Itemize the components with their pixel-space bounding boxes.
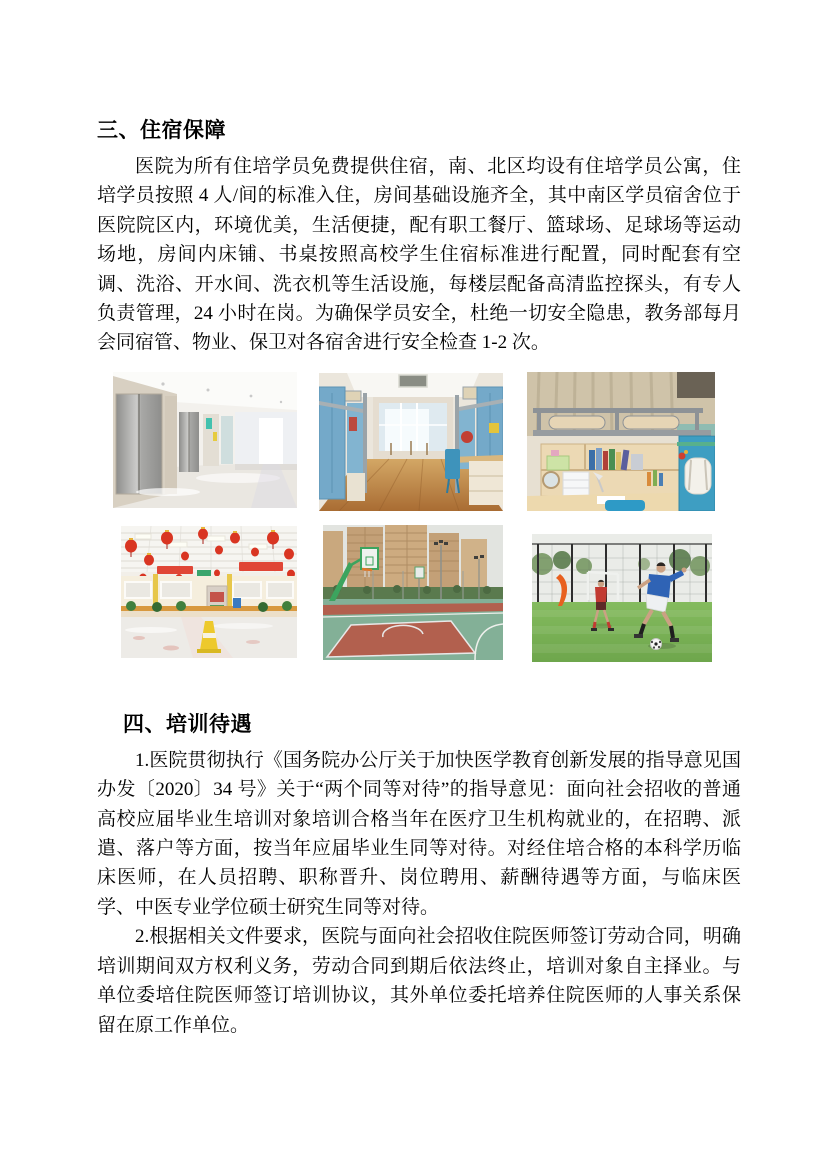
soccer-ball — [651, 638, 662, 649]
blue-chair — [445, 449, 460, 479]
red-helmet — [461, 431, 473, 443]
dorm-room-illustration — [319, 373, 503, 511]
loft-desk-illustration — [527, 372, 715, 511]
section4-paragraph-2: 2.根据相关文件要求，医院与面向社会招收住院医师签订劳动合同，明确培训期间双方权利义务，劳动合同到期后依法终止，培训对象自主择业。与单位委培住院医师签订培训协议，其外单位委托培养住院医师的人事关系保留在原工作单位。 — [97, 926, 741, 1036]
photo-basketball-court — [323, 525, 503, 660]
text-column — [97, 0, 741, 1040]
photo-cafeteria — [121, 526, 297, 658]
section3-heading: 三、住宿保障 — [97, 119, 226, 142]
court-key-area — [327, 621, 475, 657]
corridor-illustration — [113, 372, 297, 508]
photo-soccer-field — [532, 534, 712, 662]
section3-paragraph: 医院为所有住培学员免费提供住宿，南、北区均设有住培学员公寓，住培学员按照 4 人/间的标准入住，房间基础设施齐全，其中南区学员宿舍位于医院院区内，环境优美，生活便捷，配有职工餐厅、篮球场、足球场等运动场地，房间内床铺、书桌按照高校学生住宿标准进行配置，同时配套有空调、洗浴、开水间、洗衣机等生活设施，每楼层配备高清监控探头，有专人负责管理，24 小时在岗。为确保学员安全，杜绝一切安全隐患，教务部每月会同宿管、物业、保卫对各宿舍进行安全检查 1-2 次。 — [97, 156, 741, 354]
bed-rail — [533, 430, 711, 436]
cafeteria-illustration — [121, 526, 297, 658]
basketball-court-illustration — [323, 525, 503, 660]
photo-dorm-room — [319, 373, 503, 511]
photo-hospital-corridor — [113, 372, 297, 508]
section4-paragraph-1: 1.医院贯彻执行《国务院办公厅关于加快医学教育创新发展的指导意见国办发〔2020〕34 号》关于“两个同等对待”的指导意见：面向社会招收的普通高校应届毕业生培训对象培训合格当年在医疗卫生机构就业的，在招聘、派遣、落户等方面，按当年应届毕业生同等对待。对经住培合格的本科学历临床医师，在人员招聘、职称晋升、岗位聘用、薪酬待遇等方面，与临床医学、中医专业学位硕士研究生同等对待。 — [97, 749, 741, 918]
chair-back — [605, 500, 645, 511]
mirror — [543, 472, 559, 488]
photo-loft-bed-desk — [527, 372, 715, 511]
soccer-illustration — [532, 534, 712, 662]
photo-grid — [97, 370, 741, 662]
section4-heading: 四、培训待遇 — [123, 712, 252, 736]
